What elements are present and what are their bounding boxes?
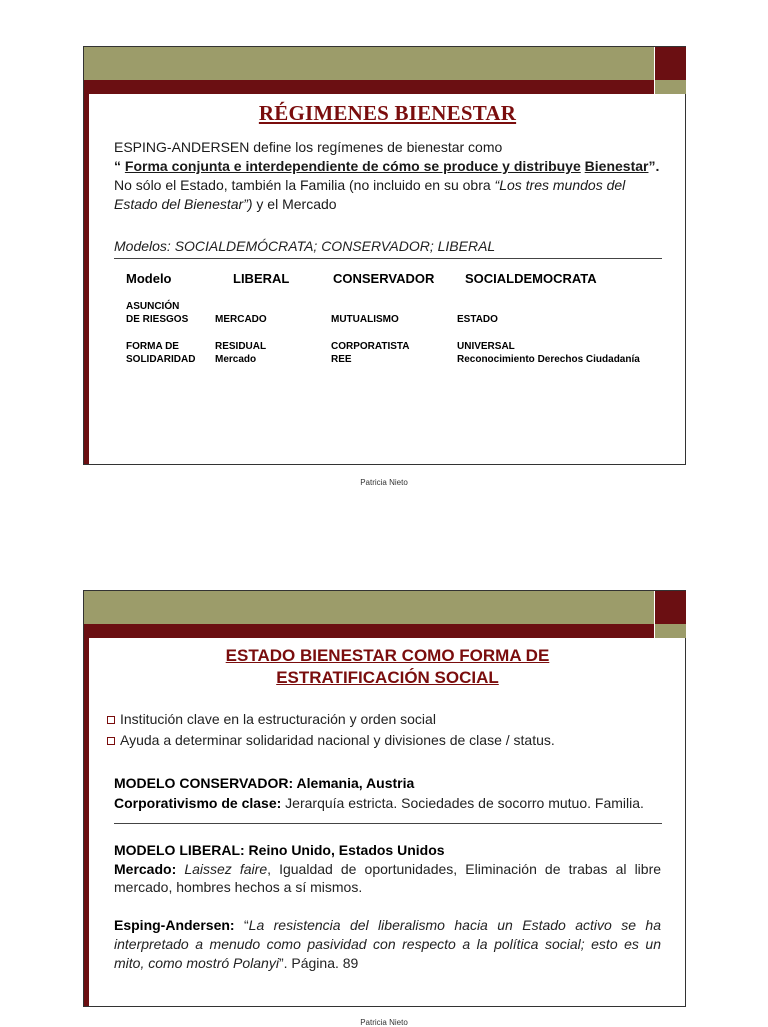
definition-quote: [114, 157, 661, 176]
quote-text-2: Bienestar: [584, 158, 649, 174]
conservador-heading: MODELO CONSERVADOR: Alemania, Austria: [114, 775, 415, 791]
row-label-line: DE RIESGOS: [126, 314, 189, 325]
models-line: Modelos: SOCIALDEMÓCRATA; CONSERVADOR; LIBERAL: [114, 238, 496, 254]
bullet-list: [114, 709, 661, 751]
quote-close: ”.: [648, 158, 660, 174]
divider: [114, 258, 662, 259]
slide-2-content: [114, 643, 661, 973]
table-cell: [451, 340, 661, 366]
conservador-section: [114, 773, 661, 813]
cell-line: UNIVERSAL: [457, 341, 515, 352]
conservador-text: Jerarquía estricta. Sociedades de socorro mutuo. Familia.: [281, 795, 644, 811]
corner-block-olive: [654, 80, 686, 94]
table-header: SOCIALDEMOCRATA: [465, 271, 597, 286]
table-cell: ESTADO: [457, 314, 498, 325]
cell-line: RESIDUAL: [215, 341, 267, 352]
divider: [114, 823, 662, 824]
row-label-line: FORMA DE: [126, 341, 179, 352]
header-band-olive: [84, 47, 654, 81]
list-item: [114, 709, 661, 730]
state-text: [114, 176, 661, 214]
header-band-olive: [84, 591, 654, 625]
table-header: CONSERVADOR: [333, 271, 435, 286]
slide-1-body: [114, 138, 661, 214]
slide-1-footer: Patricia Nieto: [360, 478, 408, 487]
esping-close: ”. Página. 89: [278, 955, 359, 971]
header-band-maroon: [84, 80, 654, 94]
esping-section: [114, 916, 661, 973]
table-header: Modelo: [126, 271, 172, 286]
table-header-row: [114, 271, 661, 286]
conservador-label: Corporativismo de clase:: [114, 795, 282, 811]
laissez-faire-text: Laissez faire: [184, 861, 268, 877]
slide-1-title: RÉGIMENES BIENESTAR: [258, 101, 517, 125]
corner-block-maroon: [654, 591, 686, 624]
regimes-table: [114, 271, 661, 366]
table-cell-label: [114, 300, 209, 326]
left-accent-bar: [84, 638, 89, 1006]
row-label-line: SOLIDARIDAD: [126, 354, 196, 365]
quote-text-1: Forma conjunta e interdependiente de cómo se produce y distribuye: [124, 158, 581, 174]
slide-1-content: [114, 99, 661, 366]
table-cell: MERCADO: [215, 314, 267, 325]
table-cell-label: [114, 340, 209, 366]
state-text-pre: No sólo el Estado, también la Familia (no incluido en su obra: [114, 177, 495, 193]
cell-line: Mercado: [215, 354, 257, 365]
title-line-1: ESTADO BIENESTAR COMO FORMA DE: [225, 646, 550, 665]
state-text-post: y el Mercado: [252, 196, 337, 212]
intro-text: ESPING-ANDERSEN define los regímenes de bienestar como: [114, 139, 503, 155]
cell-line: REE: [331, 354, 352, 365]
slide-2: [83, 590, 686, 1007]
table-cell: MUTUALISMO: [331, 314, 399, 325]
corner-block-maroon: [654, 47, 686, 80]
table-row: [114, 300, 661, 326]
table-cell: [209, 340, 319, 366]
slide-2-footer: Patricia Nieto: [360, 1018, 408, 1027]
square-bullet-icon: [107, 716, 115, 724]
bullet-text: Institución clave en la estructuración y orden social: [120, 711, 436, 727]
left-accent-bar: [84, 94, 89, 464]
bullet-text: Ayuda a determinar solidaridad nacional y divisiones de clase / status.: [120, 732, 555, 748]
esping-quote: La resistencia del liberalismo hacia un Estado activo se ha interpretado a menudo como pasividad con respecto a la política social; esto es un mito, como mostró Polanyi: [114, 917, 661, 971]
cell-line: CORPORATISTA: [331, 341, 410, 352]
slide-1: [83, 46, 686, 465]
title-line-2: ESTRATIFICACIÓN SOCIAL: [276, 668, 499, 687]
liberal-heading: MODELO LIBERAL: Reino Unido, Estados Unidos: [114, 842, 445, 858]
list-item: [114, 730, 661, 751]
esping-open: “: [234, 917, 249, 933]
esping-label: Esping-Andersen:: [114, 917, 235, 933]
table-row: [114, 340, 661, 366]
quote-open: “: [114, 158, 125, 174]
book-title: “Los tres mundos del Estado del Bienestar”): [114, 177, 626, 212]
cell-line: Reconocimiento Derechos Ciudadanía: [457, 354, 640, 365]
row-label-line: ASUNCIÓN: [126, 301, 180, 312]
liberal-section: [114, 840, 661, 896]
slide-2-title: [114, 645, 661, 689]
corner-block-olive: [654, 624, 686, 638]
table-header: LIBERAL: [233, 271, 290, 286]
header-band-maroon: [84, 624, 654, 638]
mercado-label: Mercado:: [114, 861, 177, 877]
square-bullet-icon: [107, 737, 115, 745]
table-cell: [319, 340, 451, 366]
mercado-text: , Igualdad de oportunidades, Eliminación de trabas al libre mercado, hombres hechos a sí mismos.: [114, 861, 662, 895]
